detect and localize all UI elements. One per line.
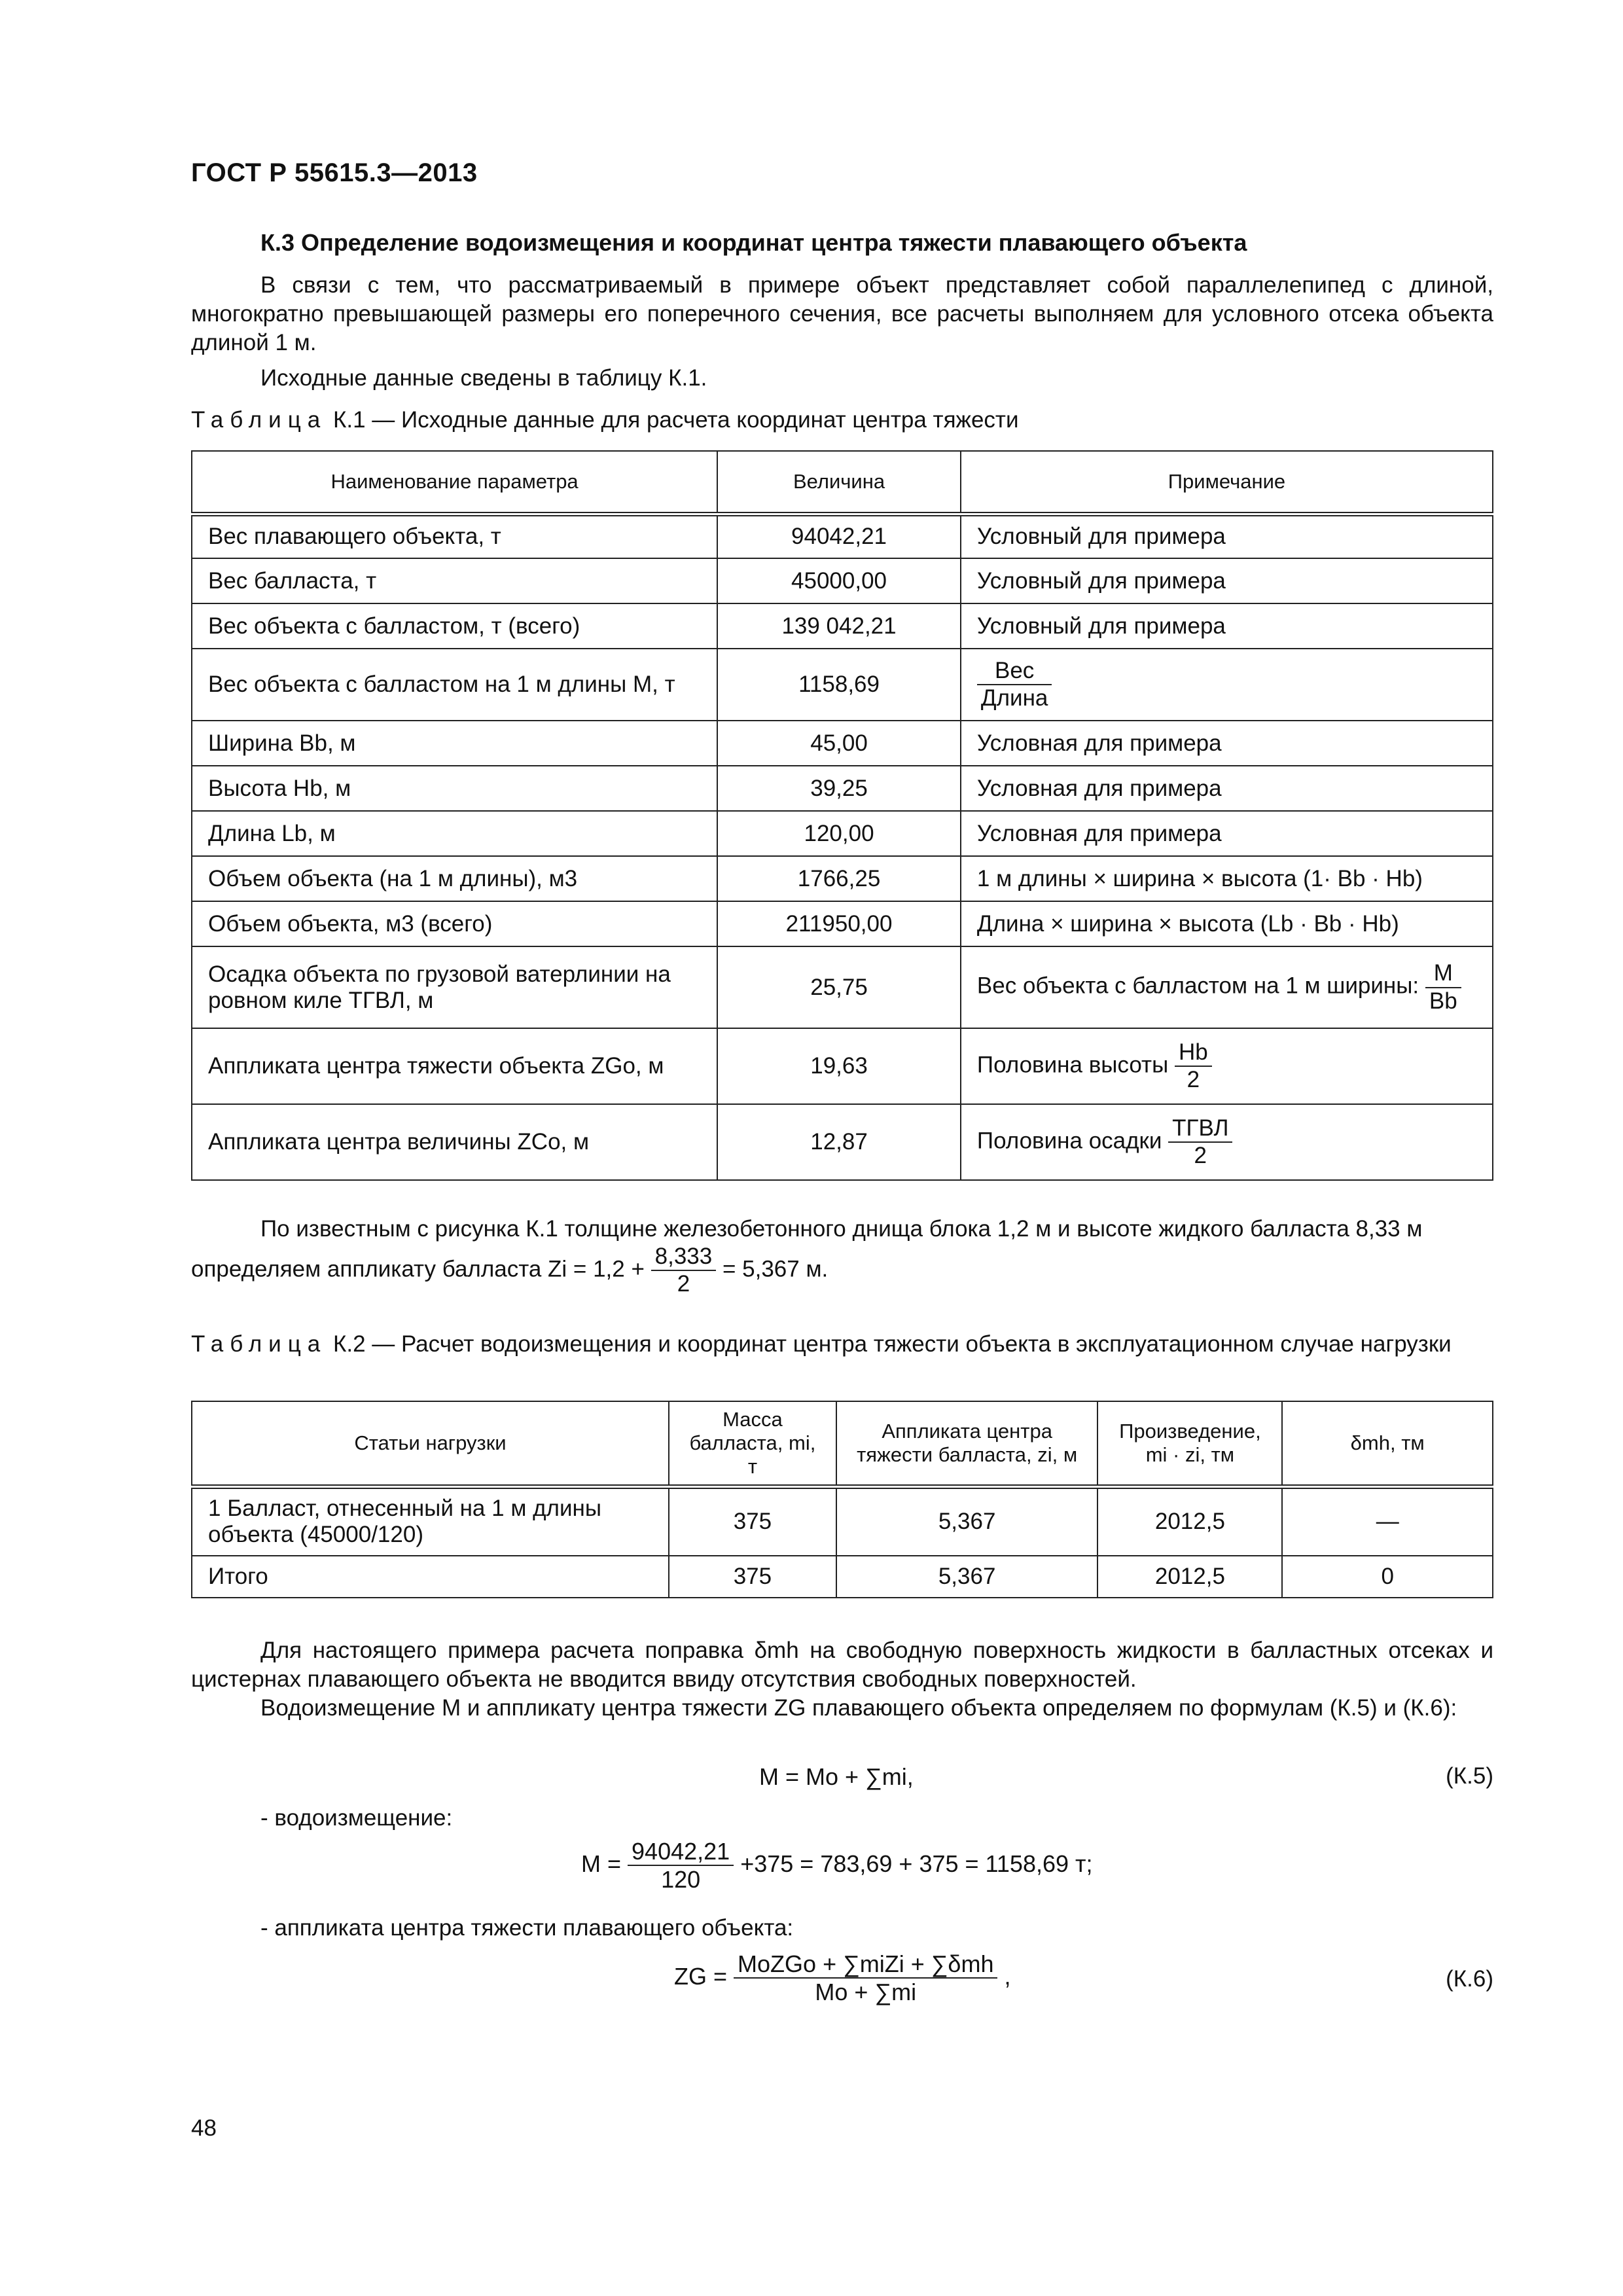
table2-row2-mass: 375 bbox=[669, 1556, 836, 1598]
table1-row9-name: Объем объекта, м3 (всего) bbox=[192, 901, 717, 946]
half-draft-fraction: $\frac{\text{TГВЛ}}{2}$ bbox=[1168, 1115, 1232, 1170]
table1-row6-note: Условная для примера bbox=[961, 766, 1493, 811]
bullet-displacement: - водоизмещение: bbox=[260, 1805, 453, 1831]
table-row bbox=[192, 721, 1493, 766]
table-row bbox=[192, 649, 1493, 721]
table1-row3-note: Условный для примера bbox=[961, 603, 1493, 649]
table2-caption-text: К.2 — Расчет водоизмещения и координат центра тяжести объекта в эксплуатационном случае нагрузки bbox=[332, 1331, 1452, 1357]
table-row bbox=[192, 901, 1493, 946]
table2-row1-item: 1 Балласт, отнесенный на 1 м длины объекта (45000/120) bbox=[192, 1486, 669, 1556]
table1-caption-text: К.1 — Исходные данные для расчета координат центра тяжести bbox=[332, 407, 1019, 433]
table-row bbox=[192, 558, 1493, 603]
table1-row12-value: 12,87 bbox=[717, 1104, 961, 1180]
page-number: 48 bbox=[191, 2115, 217, 2141]
table2-row1-applicate: 5,367 bbox=[836, 1486, 1098, 1556]
table1-row11-value: 19,63 bbox=[717, 1028, 961, 1104]
table1-row5-value: 45,00 bbox=[717, 721, 961, 766]
table-row bbox=[192, 603, 1493, 649]
table2-header-delta: δmh, тм bbox=[1282, 1401, 1493, 1486]
table2-header-product: Произведение, mi · zi, тм bbox=[1097, 1401, 1282, 1486]
table1-row7-value: 120,00 bbox=[717, 811, 961, 856]
table1-row11-name: Аппликата центра тяжести объекта ZGo, м bbox=[192, 1028, 717, 1104]
table2-header-mass: Масса балласта, mi, т bbox=[669, 1401, 836, 1486]
paragraph-intro: В связи с тем, что рассматриваемый в примере объект представляет собой параллелепипед с длиной, многократно превышающей размеры его поперечного сечения, все расчеты выполняем для условного отсека объекта длиной 1 м. bbox=[191, 272, 1493, 355]
table1-row7-name: Длина Lb, м bbox=[192, 811, 717, 856]
bullet-center-of-gravity: - аппликата центра тяжести плавающего объекта: bbox=[260, 1915, 794, 1941]
table2-header-applicate: Аппликата центра тяжести балласта, zi, м bbox=[836, 1401, 1098, 1486]
table1-row1-value: 94042,21 bbox=[717, 514, 961, 558]
displacement-fraction: $\frac{94042,21}{120}$ bbox=[628, 1838, 734, 1893]
table1-header-value: Величина bbox=[717, 451, 961, 514]
table-row bbox=[192, 1486, 1493, 1556]
table2-caption bbox=[191, 1330, 1493, 1359]
section-title: К.3 Определение водоизмещения и координат центра тяжести плавающего объекта bbox=[260, 229, 1247, 256]
table1-caption bbox=[191, 407, 1019, 433]
table1-header-note: Примечание bbox=[961, 451, 1493, 514]
table1-row1-name: Вес плавающего объекта, т bbox=[192, 514, 717, 558]
table1-row10-value: 25,75 bbox=[717, 946, 961, 1028]
table1-row8-note: 1 м длины × ширина × высота (1· Bb · Hb) bbox=[961, 856, 1493, 901]
table1-row9-note: Длина × ширина × высота (Lb · Bb · Hb) bbox=[961, 901, 1493, 946]
paragraph-free-surface: Для настоящего примера расчета поправка δmh на свободную поверхность жидкости в балластных отсеках и цистернах плавающего объекта не вводится ввиду отсутствия свободных поверхностей. bbox=[191, 1638, 1493, 1692]
paragraph-source-data: Исходные данные сведены в таблицу К.1. bbox=[260, 365, 707, 391]
table2-row1-delta: — bbox=[1282, 1486, 1493, 1556]
table-row bbox=[192, 1556, 1493, 1598]
center-of-gravity-fraction: $\frac{\text{MoZGo + ∑miZi + ∑δmh}}{Mo + \sum mi}$ bbox=[734, 1950, 997, 2006]
table2-row1-product: 2012,5 bbox=[1097, 1486, 1282, 1556]
table2-row2-applicate: 5,367 bbox=[836, 1556, 1098, 1598]
formula-k5-number: (К.5) bbox=[1446, 1763, 1493, 1789]
ballast-fraction: $\frac{8,333}{2}$ bbox=[651, 1244, 717, 1298]
table1-row10-note: Вес объекта с балластом на 1 м ширины: $\frac{M}{Bb}$ bbox=[961, 946, 1493, 1028]
formula-k5: M = Mo + ∑mi, bbox=[759, 1763, 914, 1790]
table2-row2-product: 2012,5 bbox=[1097, 1556, 1282, 1598]
table1-row9-value: 211950,00 bbox=[717, 901, 961, 946]
table1-row3-name: Вес объекта с балластом, т (всего) bbox=[192, 603, 717, 649]
table2-caption-word: Таблица bbox=[191, 1331, 327, 1357]
formula-k6-number: (К.6) bbox=[1446, 1966, 1493, 1992]
table-row bbox=[192, 1028, 1493, 1104]
table1-row2-value: 45000,00 bbox=[717, 558, 961, 603]
table-source-data bbox=[191, 450, 1493, 1181]
table1-row3-value: 139 042,21 bbox=[717, 603, 961, 649]
table-displacement bbox=[191, 1401, 1493, 1598]
paragraph-ballast-a: По известным с рисунка К.1 толщине железобетонного днища блока 1,2 м и высоте жидкого балласта 8,33 м bbox=[260, 1216, 1423, 1242]
table1-row6-name: Высота Hb, м bbox=[192, 766, 717, 811]
table1-row5-note: Условная для примера bbox=[961, 721, 1493, 766]
table1-row4-name: Вес объекта с балластом на 1 м длины M, т bbox=[192, 649, 717, 721]
table1-row6-value: 39,25 bbox=[717, 766, 961, 811]
table2-header-items: Статьи нагрузки bbox=[192, 1401, 669, 1486]
table1-row4-value: 1158,69 bbox=[717, 649, 961, 721]
table2-header-row bbox=[192, 1401, 1493, 1486]
table1-header-name: Наименование параметра bbox=[192, 451, 717, 514]
table1-row2-note: Условный для примера bbox=[961, 558, 1493, 603]
table-row bbox=[192, 1104, 1493, 1180]
table1-row10-name: Осадка объекта по грузовой ватерлинии на ровном киле TГВЛ, м bbox=[192, 946, 717, 1028]
table2-row1-mass: 375 bbox=[669, 1486, 836, 1556]
table1-row12-note: Половина осадки $\frac{\text{TГВЛ}}{2}$ bbox=[961, 1104, 1493, 1180]
table1-row11-note: Половина высоты $\frac{Hb}{2}$ bbox=[961, 1028, 1493, 1104]
paragraph-ballast-b: определяем аппликату балласта Zi = 1,2 + $\frac{8,333}{2}$ = 5,367 м. bbox=[191, 1244, 829, 1297]
half-height-fraction: $\frac{Hb}{2}$ bbox=[1175, 1039, 1212, 1094]
document-header: ГОСТ Р 55615.3—2013 bbox=[191, 158, 478, 187]
table1-row7-note: Условная для примера bbox=[961, 811, 1493, 856]
table1-row12-name: Аппликата центра величины ZCo, м bbox=[192, 1104, 717, 1180]
table1-row5-name: Ширина Bb, м bbox=[192, 721, 717, 766]
draft-fraction: $\frac{M}{Bb}$ bbox=[1425, 960, 1461, 1014]
weight-per-length-fraction: $\frac{\text{Вес}}{\text{Длина}}$ bbox=[977, 658, 1052, 712]
table1-row2-name: Вес балласта, т bbox=[192, 558, 717, 603]
table1-row8-value: 1766,25 bbox=[717, 856, 961, 901]
paragraph-formulas-intro: Водоизмещение M и аппликату центра тяжести ZG плавающего объекта определяем по формулам (К.5) и (К.6): bbox=[260, 1695, 1457, 1721]
table2-row2-delta: 0 bbox=[1282, 1556, 1493, 1598]
displacement-calculation: M = $\frac{94042,21}{120}$ +375 = 783,69 + 375 = 1158,69 т; bbox=[581, 1838, 1093, 1893]
table1-row8-name: Объем объекта (на 1 м длины), м3 bbox=[192, 856, 717, 901]
table2-row2-item: Итого bbox=[192, 1556, 669, 1598]
table1-header-row bbox=[192, 451, 1493, 514]
table-row bbox=[192, 856, 1493, 901]
table-row bbox=[192, 946, 1493, 1028]
table1-row1-note: Условный для примера bbox=[961, 514, 1493, 558]
table-row bbox=[192, 766, 1493, 811]
table1-caption-word: Таблица bbox=[191, 407, 327, 433]
table-row bbox=[192, 514, 1493, 558]
formula-k6: ZG = $\frac{\text{MoZGo + ∑miZi + ∑δmh}}{Mo + \sum mi}$ , bbox=[674, 1950, 1011, 2006]
table1-row4-note bbox=[961, 649, 1493, 721]
table-row bbox=[192, 811, 1493, 856]
